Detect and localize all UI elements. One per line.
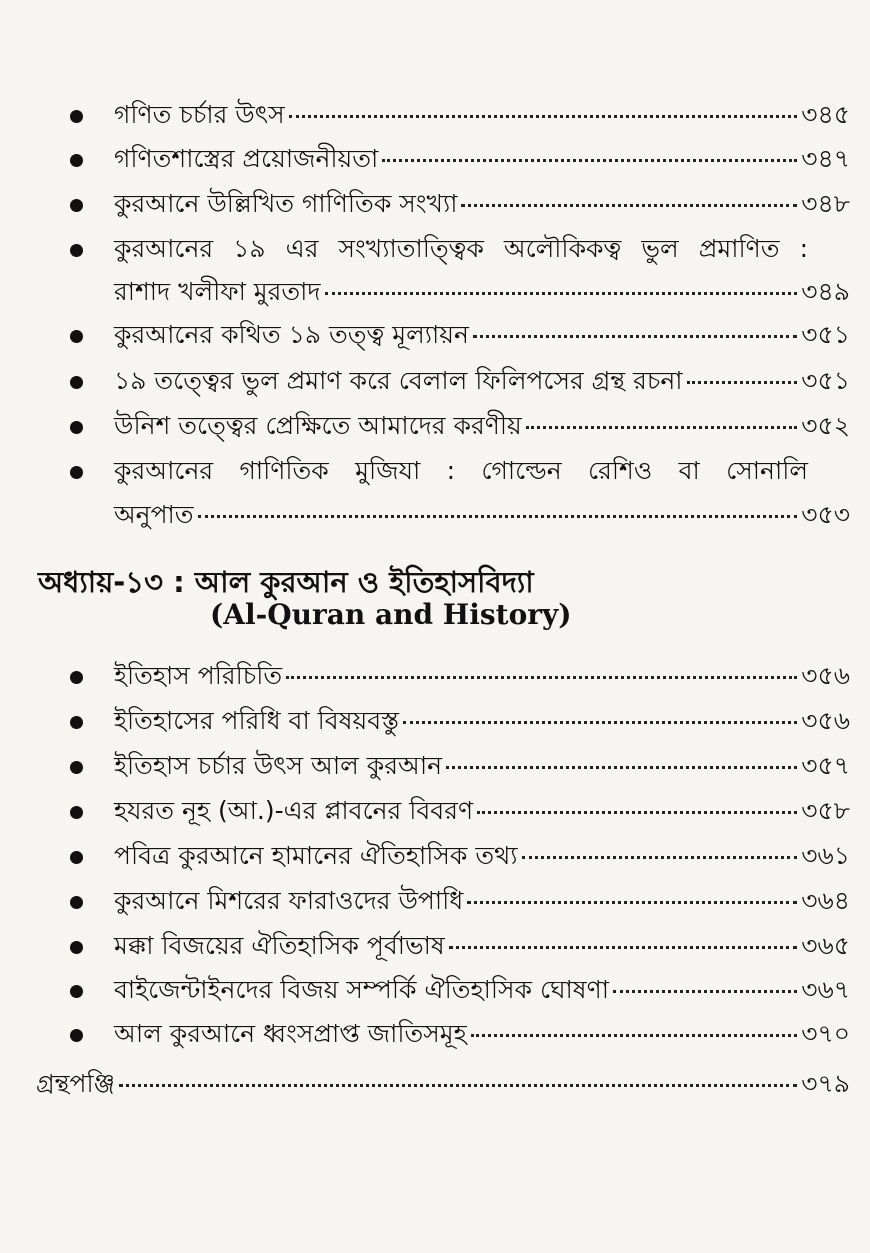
- entry-title: ইতিহাস পরিচিতি: [114, 661, 283, 690]
- entry-page: ৩৫১: [801, 320, 850, 349]
- entry-page: ৩৫২: [801, 411, 850, 440]
- bullet-icon: [70, 244, 83, 257]
- bullet-icon: [70, 671, 83, 684]
- leader-dots: [467, 900, 797, 904]
- bullet-icon: [70, 330, 83, 343]
- leader-dots: [382, 158, 797, 162]
- entry-title: ইতিহাস চর্চার উৎস আল কুরআন: [114, 751, 443, 780]
- leader-dots: [522, 855, 798, 859]
- bullet-icon: [70, 716, 83, 729]
- entry-page: ৩৫৮: [801, 796, 850, 825]
- bullet-icon: [70, 421, 83, 434]
- leader-dots: [687, 380, 798, 384]
- entry-title: অনুপাত: [114, 500, 194, 529]
- leader-dots: [471, 1033, 797, 1037]
- leader-dots: [289, 114, 798, 118]
- bullet-icon: [70, 466, 83, 479]
- entry-page: ৩৪৮: [801, 189, 850, 218]
- entry-title: বাইজেন্টাইনদের বিজয় সম্পর্কি ঐতিহাসিক ঘোষণা: [114, 975, 609, 1004]
- leader-dots: [477, 810, 797, 814]
- chapter-subtitle: (Al-Quran and History): [210, 598, 572, 631]
- entry-page: ৩৪৯: [801, 277, 850, 306]
- entry-page: ৩৫৬: [801, 706, 850, 735]
- bullet-icon: [70, 376, 83, 389]
- entry-title: কুরআনের কথিত ১৯ তত্ত্ব মূল্যায়ন: [114, 320, 469, 349]
- entry-title: কুরআনে মিশরের ফারাওদের উপাধি: [114, 886, 464, 915]
- entry-title: ইতিহাসের পরিধি বা বিষয়বস্তু: [114, 706, 400, 735]
- entry-page: ৩৪৫: [801, 100, 850, 129]
- bullet-icon: [70, 941, 83, 954]
- bullet-icon: [70, 806, 83, 819]
- leader-dots: [325, 291, 798, 295]
- entry-page: ৩৭০: [801, 1019, 850, 1048]
- entry-title: গণিতশাস্ত্রের প্রয়োজনীয়তা: [114, 144, 379, 173]
- leader-dots: [526, 425, 798, 429]
- entry-title: কুরআনে উল্লিখিত গাণিতিক সংখ্যা: [114, 189, 458, 218]
- leader-dots: [286, 675, 797, 679]
- leader-dots: [449, 945, 798, 949]
- entry-title: উনিশ তত্ত্বের প্রেক্ষিতে আমাদের করণীয়: [114, 411, 522, 440]
- leader-dots: [613, 989, 797, 993]
- entry-page: ৩৬৪: [801, 886, 850, 915]
- bibliography-entry: [36, 1064, 850, 1107]
- leader-dots: [446, 765, 797, 769]
- leader-dots: [119, 1083, 797, 1087]
- entry-page: ৩৫৭: [801, 751, 850, 780]
- entry-title-line1: কুরআনের ১৯ এর সংখ্যাতাত্ত্বিক অলৌকিকত্ব ভুল প্রমাণিত :: [114, 234, 808, 263]
- entry-page: ৩৫৬: [801, 661, 850, 690]
- entry-page: ৩৫৩: [801, 500, 850, 529]
- entry-page: ৩৫১: [801, 366, 850, 395]
- bullet-icon: [70, 199, 83, 212]
- entry-title: পবিত্র কুরআনে হামানের ঐতিহাসিক তথ্য: [114, 841, 518, 870]
- entry-title: রাশাদ খলীফা মুরতাদ: [114, 277, 321, 306]
- leader-dots: [473, 334, 797, 338]
- entry-title: ১৯ তত্ত্বের ভুল প্রমাণ করে বেলাল ফিলিপসের গ্রন্থ রচনা: [114, 366, 683, 395]
- bullet-icon: [70, 110, 83, 123]
- bullet-icon: [70, 1029, 83, 1042]
- entry-title: আল কুরআনে ধ্বংসপ্রাপ্ত জাতিসমূহ: [114, 1019, 467, 1048]
- entry-page: ৩৬১: [801, 841, 850, 870]
- entry-title: গণিত চর্চার উৎস: [114, 100, 285, 129]
- bullet-icon: [70, 761, 83, 774]
- chapter-title: অধ্যায়-১৩ : আল কুরআন ও ইতিহাসবিদ্যা: [38, 565, 534, 599]
- leader-dots: [403, 720, 797, 724]
- entry-page: ৩৬৭: [801, 975, 850, 1004]
- bullet-icon: [70, 851, 83, 864]
- entry-title-line1: কুরআনের গাণিতিক মুজিযা : গোল্ডেন রেশিও বা সোনালি: [114, 456, 808, 485]
- bullet-icon: [70, 896, 83, 909]
- entry-page: ৩৪৭: [801, 144, 850, 173]
- entry-title: মক্কা বিজয়ের ঐতিহাসিক পূর্বাভাষ: [114, 931, 445, 960]
- entry-title: হযরত নূহ (আ.)-এর প্লাবনের বিবরণ: [114, 796, 474, 825]
- leader-dots: [461, 203, 797, 207]
- bullet-icon: [70, 154, 83, 167]
- entry-page: ৩৬৫: [801, 931, 850, 960]
- leader-dots: [198, 514, 798, 518]
- bibliography-page: ৩৭৯: [801, 1069, 850, 1098]
- bullet-icon: [70, 985, 83, 998]
- bibliography-title: গ্রন্থপঞ্জি: [36, 1069, 115, 1098]
